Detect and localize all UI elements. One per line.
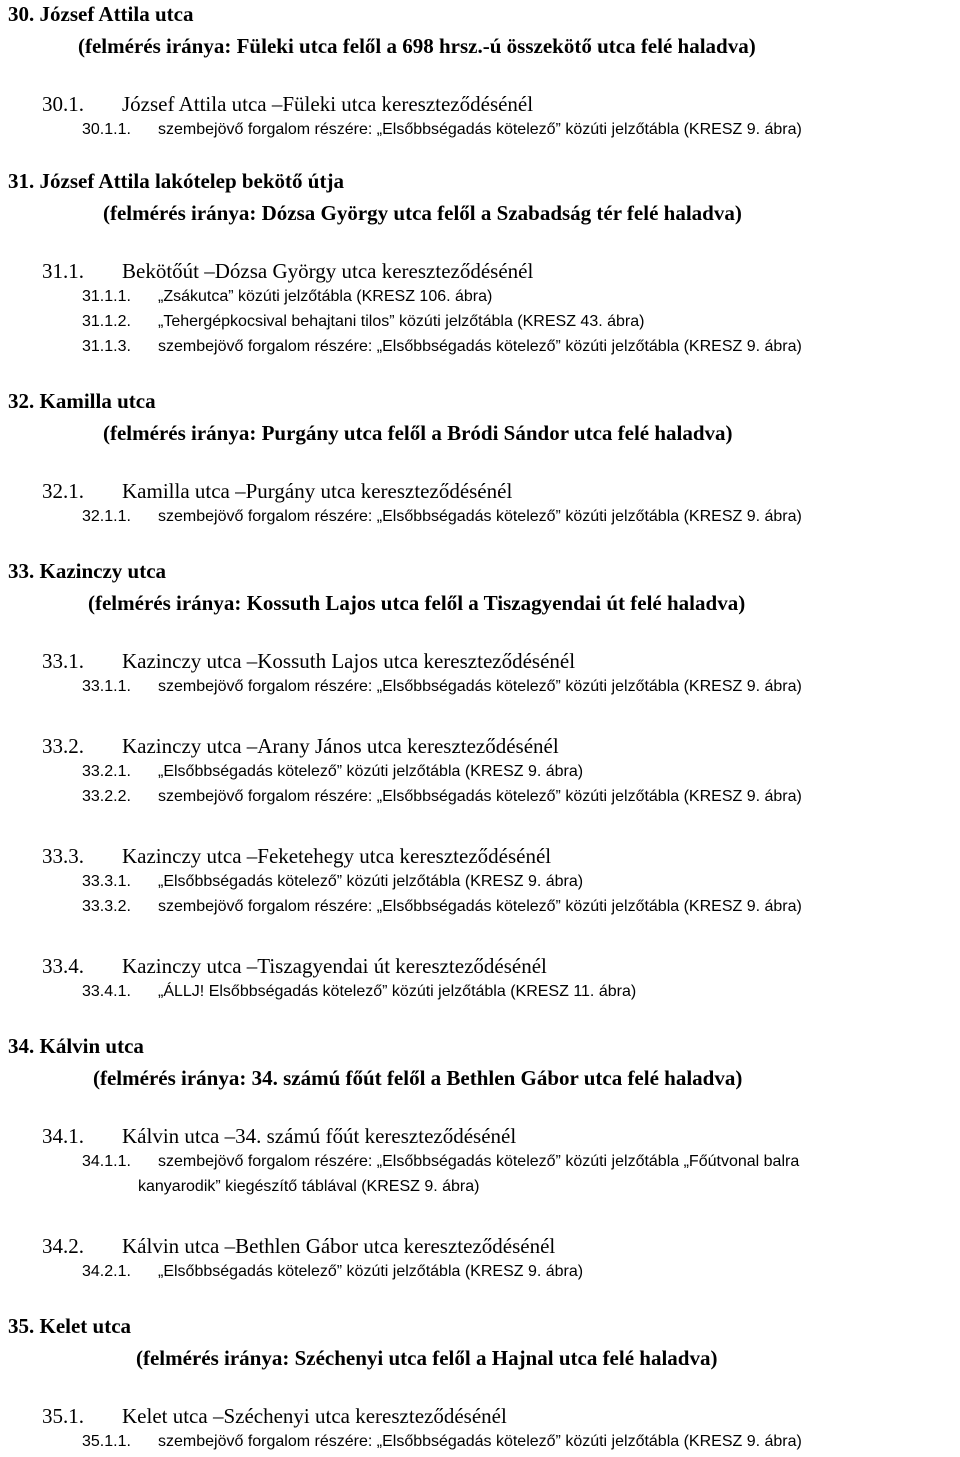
item-text: „Zsákutca” közúti jelzőtábla (KRESZ 106. ábra) (158, 288, 493, 305)
item-number: 33.3.2. (82, 898, 131, 915)
section-direction: (felmérés iránya: Füleki utca felől a 698 hrsz.-ú összekötő utca felé haladva) (78, 34, 756, 58)
item-number: 32.1.1. (82, 508, 131, 525)
subsection-number: 34.2. (42, 1234, 84, 1258)
subsection-title: Kazinczy utca –Feketehegy utca kereszteződésénél (122, 844, 552, 868)
subsection-heading (42, 479, 512, 504)
subsection-title: Kazinczy utca –Arany János utca kereszteződésénél (122, 734, 559, 758)
section-heading (8, 1034, 144, 1059)
section-title: Kelet utca (39, 1314, 132, 1338)
subsection-title: József Attila utca –Füleki utca kereszteződésénél (122, 92, 534, 116)
section-direction: (felmérés iránya: Kossuth Lajos utca felől a Tiszagyendai út felé haladva) (88, 591, 746, 615)
subsection-heading (42, 1404, 507, 1429)
subsection-number: 35.1. (42, 1404, 84, 1428)
item-text: szembejövő forgalom részére: „Elsőbbségadás kötelező” közúti jelzőtábla (KRESZ 9. ábra) (158, 788, 802, 805)
subsection-heading (42, 649, 575, 674)
item-number: 35.1.1. (82, 1433, 131, 1450)
subsection-number: 33.2. (42, 734, 84, 758)
subsection-title: Kazinczy utca –Kossuth Lajos utca kereszteződésénél (122, 649, 576, 673)
section-number: 30. (8, 2, 35, 26)
list-item (82, 873, 583, 891)
section-title: József Attila lakótelep bekötő útja (39, 169, 344, 193)
subsection-number: 30.1. (42, 92, 84, 116)
section-number: 34. (8, 1034, 35, 1058)
subsection-heading (42, 92, 533, 117)
item-text: „ÁLLJ! Elsőbbségadás kötelező” közúti jelzőtábla (KRESZ 11. ábra) (158, 983, 637, 1000)
section-title: Kamilla utca (39, 389, 156, 413)
item-text: „Elsőbbségadás kötelező” közúti jelzőtábla (KRESZ 9. ábra) (158, 873, 584, 890)
item-text: szembejövő forgalom részére: „Elsőbbségadás kötelező” közúti jelzőtábla (KRESZ 9. ábra) (158, 338, 802, 355)
list-item (82, 1433, 802, 1451)
section-heading (8, 559, 166, 584)
subsection-heading (42, 734, 559, 759)
item-number: 33.4.1. (82, 983, 131, 1000)
section-direction: (felmérés iránya: Széchenyi utca felől a Hajnal utca felé haladva) (136, 1346, 718, 1370)
section-heading (8, 389, 156, 414)
subsection-number: 33.3. (42, 844, 84, 868)
item-text: „Tehergépkocsival behajtani tilos” közúti jelzőtábla (KRESZ 43. ábra) (158, 313, 645, 330)
item-text: szembejövő forgalom részére: „Elsőbbségadás kötelező” közúti jelzőtábla (KRESZ 9. ábra) (158, 1433, 802, 1450)
item-text: szembejövő forgalom részére: „Elsőbbségadás kötelező” közúti jelzőtábla „Főútvonal balra (158, 1153, 800, 1170)
list-item (82, 338, 802, 356)
list-item (82, 1153, 799, 1171)
subsection-heading (42, 259, 533, 284)
item-number: 34.1.1. (82, 1153, 131, 1170)
list-item-continuation: kanyarodik” kiegészítő táblával (KRESZ 9. ábra) (138, 1178, 480, 1195)
section-direction: (felmérés iránya: 34. számú főút felől a Bethlen Gábor utca felé haladva) (93, 1066, 743, 1090)
subsection-heading (42, 844, 551, 869)
item-number: 34.2.1. (82, 1263, 131, 1280)
section-number: 35. (8, 1314, 35, 1338)
list-item (82, 898, 802, 916)
list-item (82, 763, 583, 781)
list-item (82, 678, 802, 696)
subsection-number: 33.1. (42, 649, 84, 673)
subsection-title: Kálvin utca –Bethlen Gábor utca kereszteződésénél (122, 1234, 556, 1258)
section-heading (8, 2, 193, 27)
subsection-heading (42, 1124, 516, 1149)
list-item (82, 288, 492, 306)
subsection-number: 34.1. (42, 1124, 84, 1148)
list-item (82, 983, 636, 1001)
item-number: 31.1.3. (82, 338, 131, 355)
section-heading (8, 169, 344, 194)
subsection-title: Bekötőút –Dózsa György utca kereszteződésénél (122, 259, 534, 283)
subsection-title: Kazinczy utca –Tiszagyendai út kereszteződésénél (122, 954, 547, 978)
subsection-title: Kálvin utca –34. számú főút kereszteződésénél (122, 1124, 517, 1148)
item-number: 30.1.1. (82, 121, 131, 138)
section-direction: (felmérés iránya: Purgány utca felől a Bródi Sándor utca felé haladva) (103, 421, 733, 445)
item-number: 33.2.2. (82, 788, 131, 805)
item-number: 33.2.1. (82, 763, 131, 780)
section-title: József Attila utca (39, 2, 194, 26)
item-number: 31.1.2. (82, 313, 131, 330)
section-title: Kazinczy utca (39, 559, 167, 583)
list-item (82, 1263, 583, 1281)
item-text: „Elsőbbségadás kötelező” közúti jelzőtábla (KRESZ 9. ábra) (158, 1263, 584, 1280)
subsection-title: Kamilla utca –Purgány utca kereszteződésénél (122, 479, 513, 503)
list-item (82, 788, 802, 806)
item-text: „Elsőbbségadás kötelező” közúti jelzőtábla (KRESZ 9. ábra) (158, 763, 584, 780)
subsection-number: 31.1. (42, 259, 84, 283)
subsection-heading (42, 954, 547, 979)
item-number: 33.3.1. (82, 873, 131, 890)
section-title: Kálvin utca (39, 1034, 144, 1058)
section-number: 33. (8, 559, 35, 583)
item-text: szembejövő forgalom részére: „Elsőbbségadás kötelező” közúti jelzőtábla (KRESZ 9. ábra) (158, 121, 802, 138)
section-direction: (felmérés iránya: Dózsa György utca felől a Szabadság tér felé haladva) (103, 201, 742, 225)
item-text: szembejövő forgalom részére: „Elsőbbségadás kötelező” közúti jelzőtábla (KRESZ 9. ábra) (158, 508, 802, 525)
item-text: szembejövő forgalom részére: „Elsőbbségadás kötelező” közúti jelzőtábla (KRESZ 9. ábra) (158, 898, 802, 915)
subsection-number: 32.1. (42, 479, 84, 503)
subsection-number: 33.4. (42, 954, 84, 978)
item-number: 33.1.1. (82, 678, 131, 695)
section-number: 32. (8, 389, 35, 413)
list-item (82, 313, 644, 331)
list-item (82, 508, 802, 526)
subsection-heading (42, 1234, 555, 1259)
item-text: szembejövő forgalom részére: „Elsőbbségadás kötelező” közúti jelzőtábla (KRESZ 9. ábra) (158, 678, 802, 695)
item-number: 31.1.1. (82, 288, 131, 305)
subsection-title: Kelet utca –Széchenyi utca kereszteződésénél (122, 1404, 507, 1428)
list-item (82, 121, 802, 139)
section-number: 31. (8, 169, 35, 193)
section-heading (8, 1314, 131, 1339)
